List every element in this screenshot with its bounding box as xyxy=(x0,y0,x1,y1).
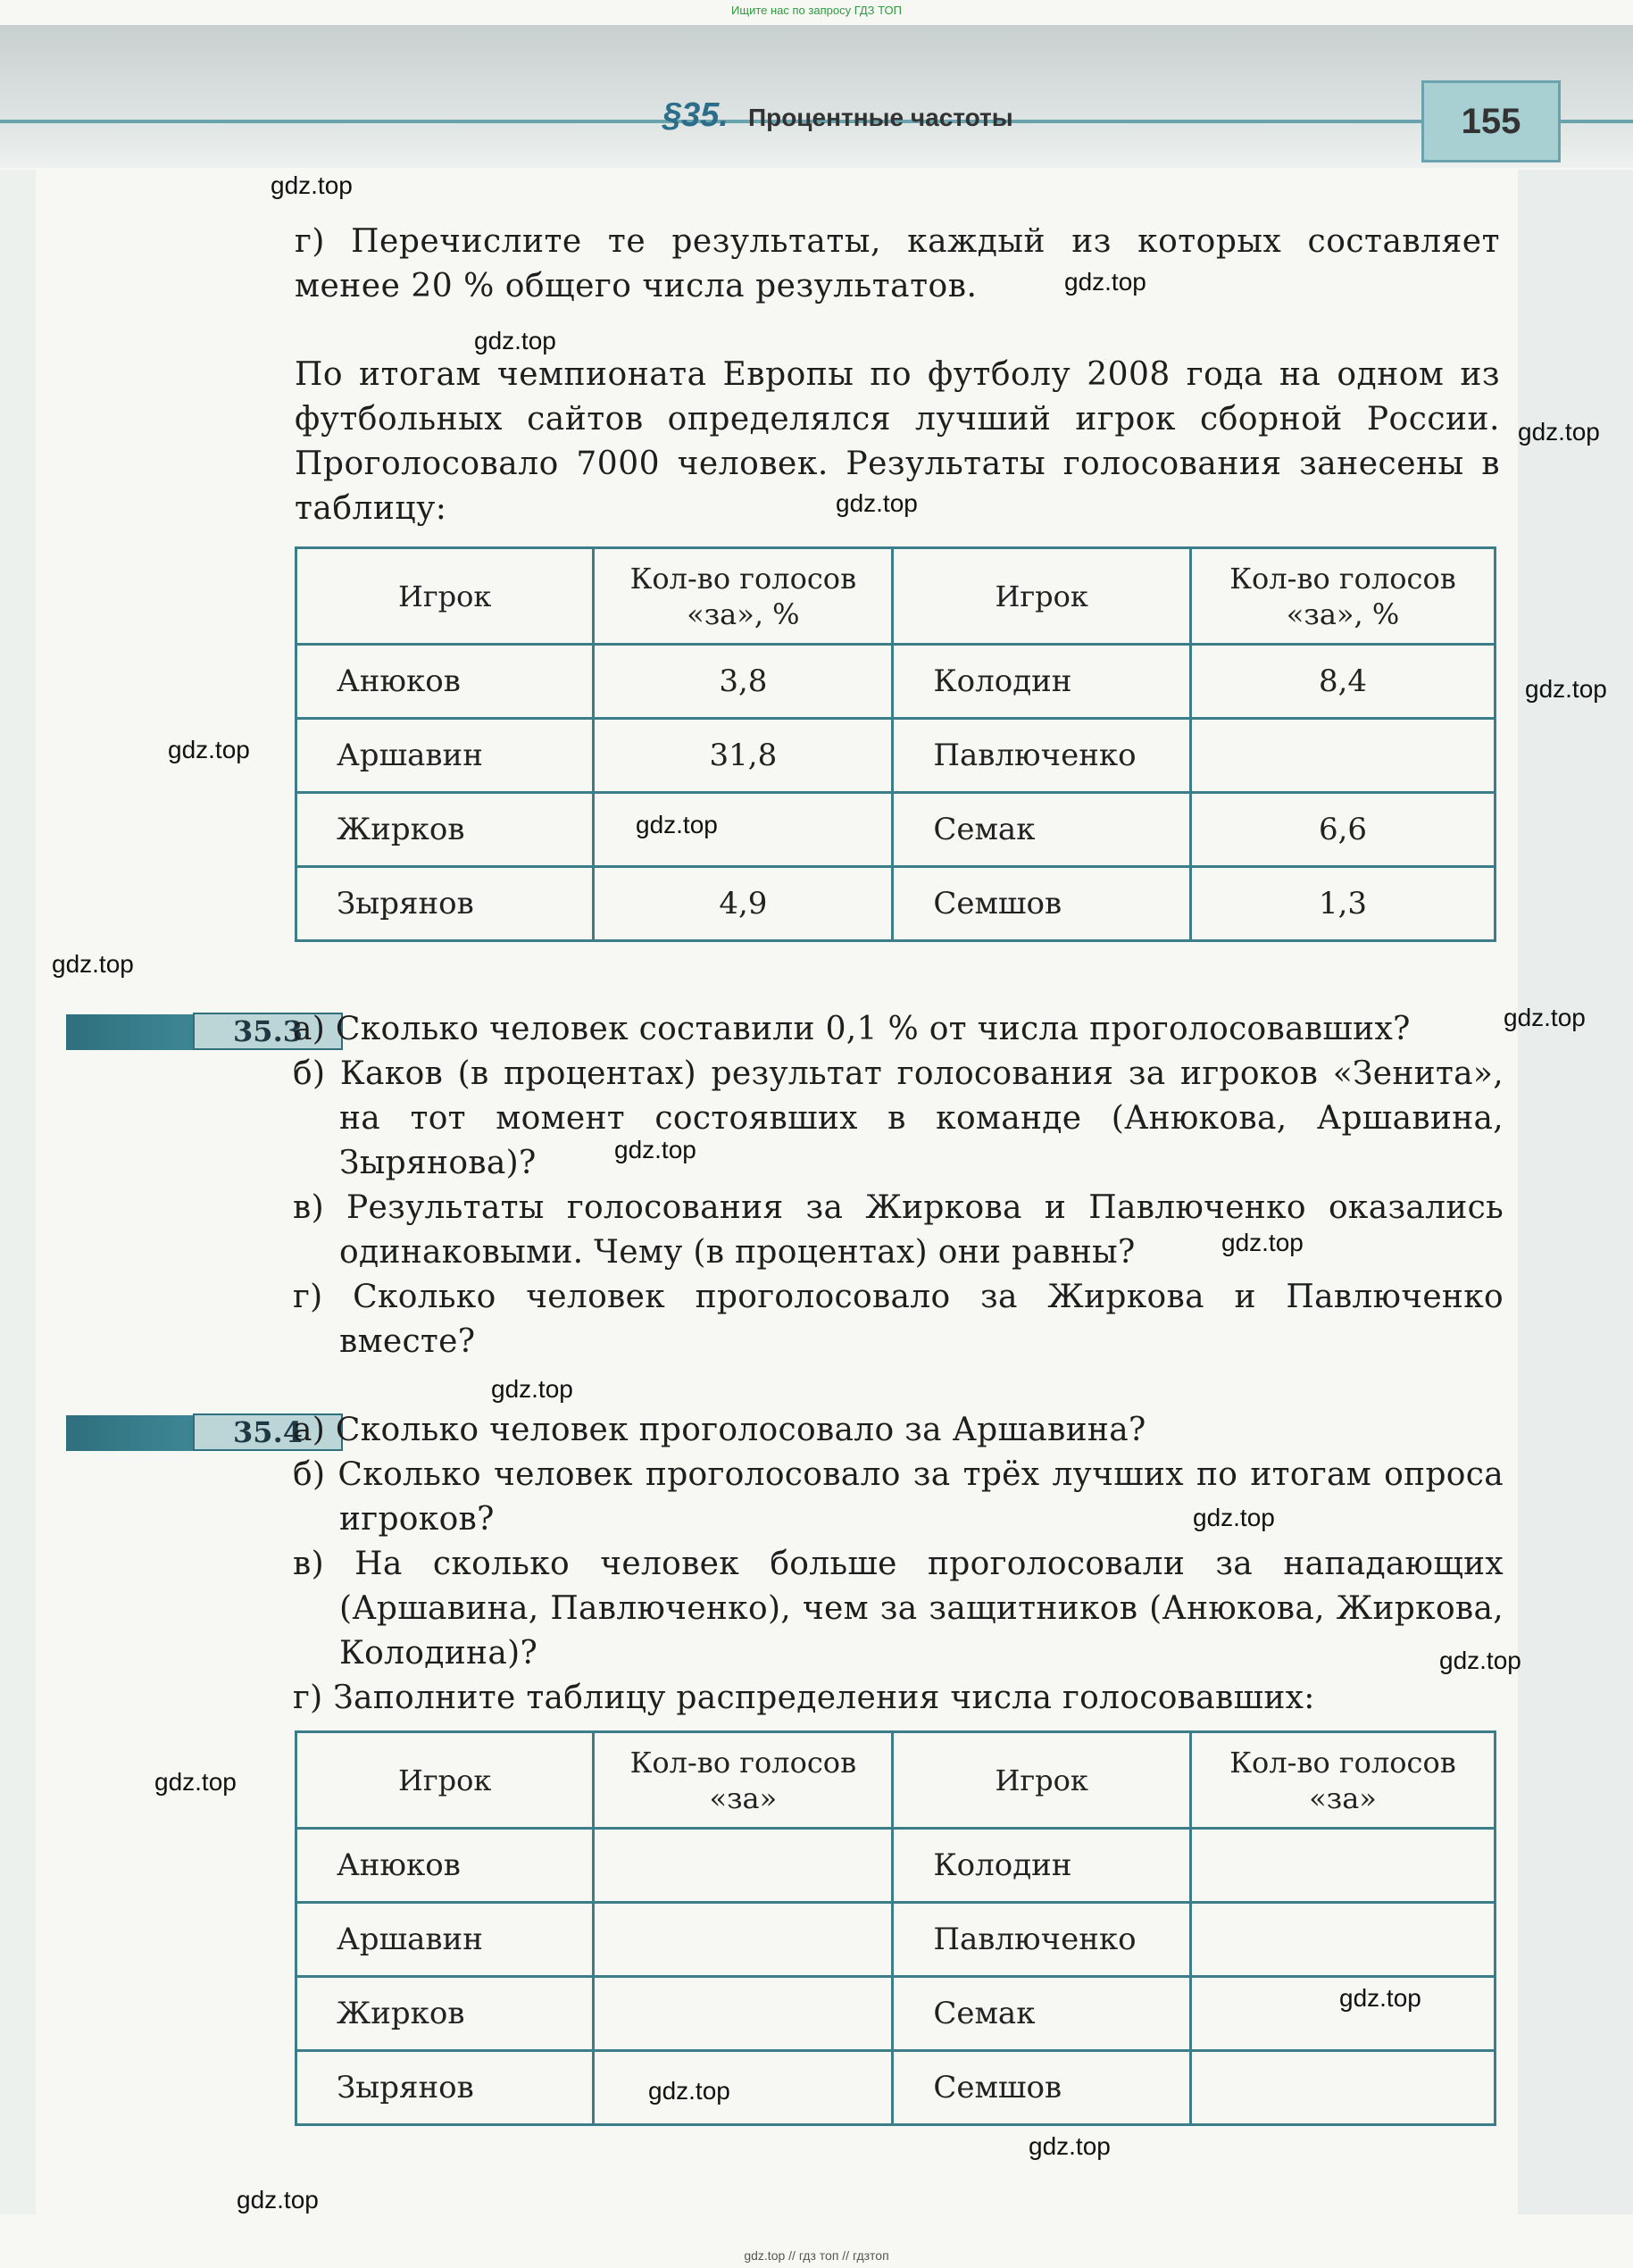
col-header-votes: Кол-во голосов «за» xyxy=(1191,1732,1496,1829)
section-title: Процентные частоты xyxy=(747,104,1013,131)
watermark: gdz.top xyxy=(491,1375,573,1403)
table-row xyxy=(296,793,1496,867)
player-name: Зырянов xyxy=(296,867,594,941)
watermark: gdz.top xyxy=(1064,268,1146,296)
previous-item-text: г) Перечислите те результаты, каждый из которых составляет менее 20 % общего числа результатов. xyxy=(295,223,1500,304)
vote-count xyxy=(594,1977,893,2051)
watermark: gdz.top xyxy=(1029,2132,1111,2160)
col-header-votes: Кол-во голосов «за», % xyxy=(594,548,893,645)
task-item-b: б) Каков (в процентах) результат голосования за игроков «Зенита», на тот момент состоявших в команде (Анюкова, Аршавина, Зырянова)? xyxy=(293,1055,1504,1181)
top-note: Ищите нас по запросу ГДЗ ТОП xyxy=(731,4,902,17)
vote-count xyxy=(1191,1903,1496,1977)
task-item-g: г) Сколько человек проголосовало за Жиркова и Павлюченко вместе? xyxy=(293,1279,1504,1360)
player-name: Жирков xyxy=(296,1977,594,2051)
task-items xyxy=(293,1007,1504,1364)
player-name: Колодин xyxy=(893,645,1191,719)
vote-percent: 31,8 xyxy=(594,719,893,793)
table-row xyxy=(296,645,1496,719)
watermark: gdz.top xyxy=(474,327,556,354)
task-number: 35.3 xyxy=(193,1013,343,1050)
vote-count xyxy=(1191,1829,1496,1903)
vote-percent: 1,3 xyxy=(1191,867,1496,941)
col-header-votes: Кол-во голосов «за», % xyxy=(1191,548,1496,645)
task-number: 35.4 xyxy=(193,1413,343,1451)
task-item-a: а) Сколько человек составили 0,1 % от числа проголосовавших? xyxy=(293,1011,1411,1047)
col-header-player: Игрок xyxy=(296,1732,594,1829)
table-header-row xyxy=(296,1732,1496,1829)
watermark: gdz.top xyxy=(271,171,353,199)
table-row xyxy=(296,867,1496,941)
vote-count xyxy=(594,1829,893,1903)
watermark: gdz.top xyxy=(52,950,134,978)
bottom-note: gdz.top // гдз топ // гдзтоп xyxy=(744,2248,889,2263)
task-item-v: в) На сколько человек больше проголосовали за нападающих (Аршавина, Павлюченко), чем за защитников (Анюкова, Жиркова, Колодина)? xyxy=(293,1546,1504,1672)
table-row xyxy=(296,2051,1496,2125)
player-name: Павлюченко xyxy=(893,1903,1191,1977)
player-name: Зырянов xyxy=(296,2051,594,2125)
player-name: Семшов xyxy=(893,867,1191,941)
watermark: gdz.top xyxy=(1339,1984,1421,2012)
section-number: §35. xyxy=(662,96,729,134)
watermark: gdz.top xyxy=(1518,418,1600,446)
previous-task-item xyxy=(295,220,1500,309)
table-header-row xyxy=(296,548,1496,645)
watermark: gdz.top xyxy=(168,736,250,763)
task-item-v: в) Результаты голосования за Жиркова и Павлюченко оказались одинаковыми. Чему (в процентах) они равны? xyxy=(293,1189,1504,1271)
watermark: gdz.top xyxy=(636,811,718,838)
watermark: gdz.top xyxy=(1193,1504,1275,1531)
col-header-votes: Кол-во голосов «за» xyxy=(594,1732,893,1829)
task-item-a: а) Сколько человек проголосовало за Аршавина? xyxy=(293,1412,1146,1448)
page-number: 155 xyxy=(1421,80,1561,163)
left-margin-shade xyxy=(0,170,36,2214)
task-items xyxy=(293,1408,1504,1721)
player-name: Колодин xyxy=(893,1829,1191,1903)
player-name: Павлюченко xyxy=(893,719,1191,793)
votes-percent-table xyxy=(295,546,1496,942)
vote-percent xyxy=(1191,719,1496,793)
table-row xyxy=(296,1977,1496,2051)
watermark: gdz.top xyxy=(648,2077,730,2105)
watermark: gdz.top xyxy=(836,489,918,517)
section-heading xyxy=(662,96,1013,139)
player-name: Семшов xyxy=(893,2051,1191,2125)
watermark: gdz.top xyxy=(237,2186,319,2214)
col-header-player: Игрок xyxy=(893,548,1191,645)
watermark: gdz.top xyxy=(154,1768,237,1796)
vote-count xyxy=(1191,2051,1496,2125)
table-row xyxy=(296,1829,1496,1903)
watermark: gdz.top xyxy=(1525,675,1607,703)
watermark: gdz.top xyxy=(614,1136,696,1163)
player-name: Семак xyxy=(893,1977,1191,2051)
vote-percent: 4,9 xyxy=(594,867,893,941)
votes-count-table xyxy=(295,1730,1496,2126)
table-row xyxy=(296,1903,1496,1977)
watermark: gdz.top xyxy=(1439,1647,1521,1674)
vote-count xyxy=(594,2051,893,2125)
vote-percent: 6,6 xyxy=(1191,793,1496,867)
intro-paragraph: По итогам чемпионата Европы по футболу 2008 года на одном из футбольных сайтов определялся лучший игрок сборной России. Проголосовало 7000 человек. Результаты голосования занесены в таблицу: xyxy=(295,356,1500,527)
vote-percent: 8,4 xyxy=(1191,645,1496,719)
task-item-g: г) Заполните таблицу распределения числа голосовавших: xyxy=(293,1680,1315,1716)
player-name: Жирков xyxy=(296,793,594,867)
watermark: gdz.top xyxy=(1504,1004,1586,1031)
vote-count xyxy=(594,1903,893,1977)
player-name: Анюков xyxy=(296,645,594,719)
player-name: Аршавин xyxy=(296,1903,594,1977)
vote-percent: 3,8 xyxy=(594,645,893,719)
player-name: Семак xyxy=(893,793,1191,867)
col-header-player: Игрок xyxy=(296,548,594,645)
col-header-player: Игрок xyxy=(893,1732,1191,1829)
watermark: gdz.top xyxy=(1221,1229,1304,1256)
player-name: Анюков xyxy=(296,1829,594,1903)
table-row xyxy=(296,719,1496,793)
task-item-b: б) Сколько человек проголосовало за трёх лучших по итогам опроса игроков? xyxy=(293,1456,1504,1538)
right-margin-shade xyxy=(1518,170,1633,2214)
player-name: Аршавин xyxy=(296,719,594,793)
